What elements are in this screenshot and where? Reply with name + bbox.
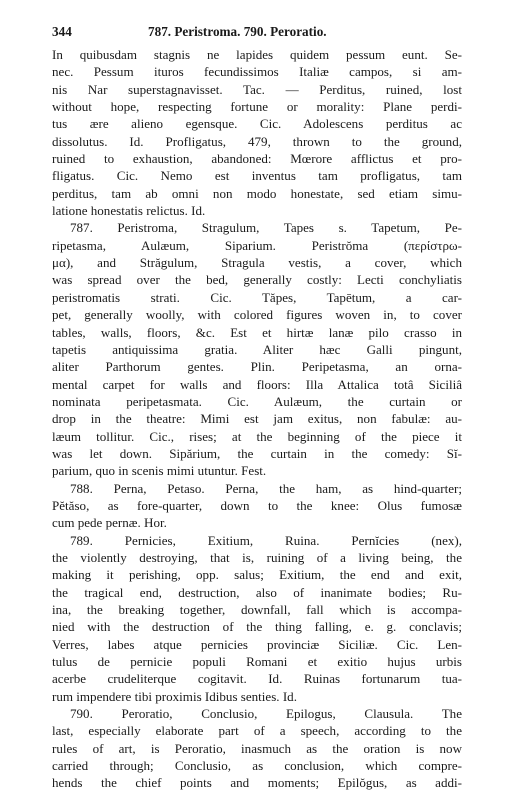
text-line: 790. Peroratio, Conclusio, Epilogus, Clausula. The <box>70 706 462 722</box>
text-line: nied with the destruction of the thing falling, e. g. conclavis; <box>52 619 462 635</box>
text-line: tus ære alieno egensque. Cic. Adolescens perditus ac <box>52 116 462 132</box>
text-line: fligatus. Cic. Nemo est inventus tam profligatus, tam <box>52 168 462 184</box>
text-line: making it perishing, opp. salus; Exitium, the end and exit, <box>52 567 462 583</box>
text-line: 789. Pernicies, Exitium, Ruina. Pernĭcies (nex), <box>70 532 462 548</box>
text-line: 788. Perna, Petaso. Perna, the ham, as hind-quarter; <box>70 480 462 496</box>
text-line: peristromatis strati. Cic. Tăpes, Tapētum, a car- <box>52 289 462 305</box>
text-line: mental carpet for walls and floors: Illa Attalica totâ Siciliâ <box>52 376 462 392</box>
text-line: acerbe crudeliterque cogitavit. Id. Ruinas fortunarum tua- <box>52 671 462 687</box>
text-line: parium, quo in scenis mimi utuntur. Fest. <box>52 463 267 479</box>
text-line: 787. Peristroma, Stragulum, Tapes s. Tapetum, Pe- <box>70 220 462 236</box>
text-line: dissolutus. Id. Profligatus, 479, thrown to the ground, <box>52 133 462 149</box>
text-line: tables, walls, floors, &c. Est et hirtæ lanæ pilo crasso in <box>52 324 462 340</box>
text-line: aliter Parthorum gentes. Plin. Peripetasma, an orna- <box>52 359 462 375</box>
text-line: was spread over the bed, generally costly: Lecti conchyliatis <box>52 272 462 288</box>
page-number: 344 <box>52 24 72 39</box>
text-line: μα), and Străgulum, Stragula vestis, a cover, which <box>52 255 462 271</box>
text-line: the violently destroying, that is, ruining of a living being, the <box>52 549 462 565</box>
text-line: nis Nar superstagnavisset. Tac. — Perditus, ruined, lost <box>52 81 462 97</box>
text-line: ruined to exhaustion, abandoned: Mœrore afflictus et pro- <box>52 151 462 167</box>
text-line: without hope, respecting fortune or morality: Plane perdi- <box>52 99 462 115</box>
body-text <box>52 46 462 792</box>
book-page <box>52 24 462 792</box>
text-line: nec. Pessum ituros fecundissimos Italiæ campos, si am- <box>52 64 462 80</box>
text-line: Pĕtăso, as fore-quarter, down to the knee: Olus fumosæ <box>52 497 462 513</box>
text-line: drop in the theatre: Mimi est jam exitus, non fabulæ: au- <box>52 411 462 427</box>
text-line: rules of art, is Peroratio, inasmuch as the oration is now <box>52 740 462 756</box>
text-line: rum impendere tibi proximis Idibus senties. Id. <box>52 688 297 704</box>
text-line: Verres, labes atque pernicies provinciæ Siciliæ. Cic. Len- <box>52 636 462 652</box>
text-line: perditus, tam ab omni non modo honestate, sed etiam simu- <box>52 185 462 201</box>
running-head <box>52 24 462 40</box>
text-line: pet, generally woolly, with colored figures woven in, to cover <box>52 307 462 323</box>
text-line: was let down. Sipărium, the curtain in the comedy: Sĭ- <box>52 445 462 461</box>
text-line: In quibusdam stagnis ne lapides quidem pessum eunt. Se- <box>52 47 462 62</box>
text-line: latione honestatis relictus. Id. <box>52 203 206 219</box>
text-line: last, especially elaborate part of a speech, according to the <box>52 723 462 739</box>
text-line: carried through; Conclusio, as conclusion, which compre- <box>52 758 462 774</box>
text-line: nominata peripetasmata. Cic. Aulæum, the curtain or <box>52 393 462 409</box>
text-line: ina, the breaking together, downfall, fall which is accompa- <box>52 602 462 617</box>
text-line: cum pede pernæ. Hor. <box>52 515 167 531</box>
text-line: læum tollitur. Cic., rises; at the beginning of the piece it <box>52 428 462 444</box>
text-line: ripetasma, Aulæum, Siparium. Peristrŏma (περίστρω- <box>52 237 462 253</box>
text-line: tapetis antiquissima gratia. Aliter hæc Galli pingunt, <box>52 341 462 357</box>
text-line: tulus de pernicie populi Romani et exitio hujus urbis <box>52 654 462 670</box>
text-line: the tragical end, destruction, also of inanimate bodies; Ru- <box>52 584 462 600</box>
text-line: hends the chief points and moments; Epilŏgus, as addi- <box>52 775 462 791</box>
running-title: 787. Peristroma. 790. Peroratio. <box>148 24 327 39</box>
